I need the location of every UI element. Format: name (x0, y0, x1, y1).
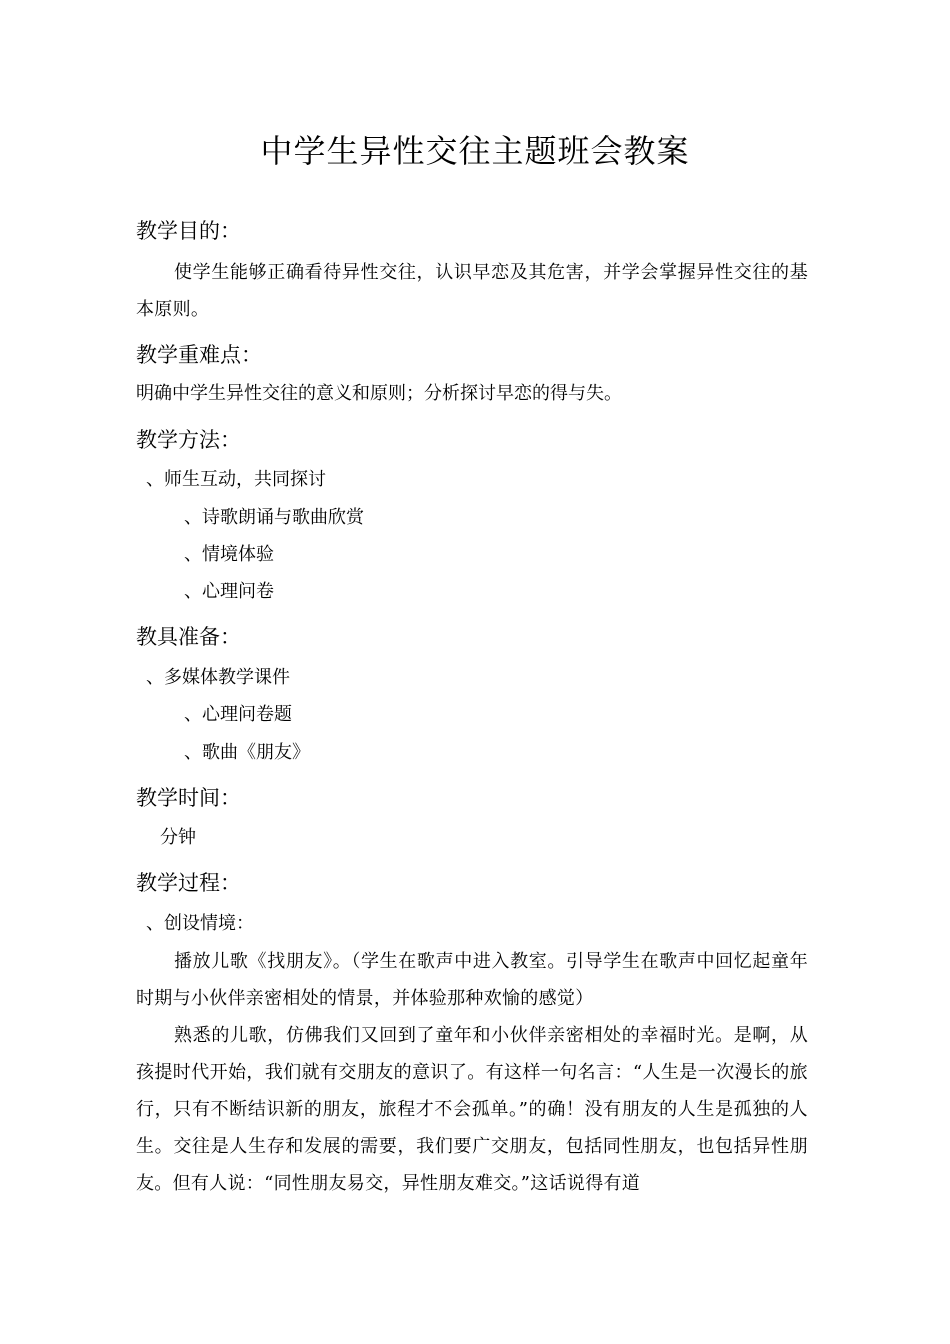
methods-heading: 教学方法： (136, 428, 241, 452)
process-paragraph: 播放儿歌《找朋友》。（学生在歌声中进入教室。引导学生在歌声中回忆起童年时期与小伙伴亲密相处的情景，并体验那种欢愉的感觉） (136, 951, 808, 1009)
method-item: 、师生互动，共同探讨 (146, 469, 326, 490)
method-item: 、诗歌朗诵与歌曲欣赏 (184, 507, 364, 528)
key-points-text: 明确中学生异性交往的意义和原则；分析探讨早恋的得与失。 (136, 383, 622, 404)
process-heading: 教学过程： (136, 871, 241, 895)
purpose-text: 使学生能够正确看待异性交往，认识早恋及其危害，并学会掌握异性交往的基本原则。 (136, 262, 808, 320)
time-text: 分钟 (160, 827, 196, 848)
material-item: 、心理问卷题 (184, 704, 292, 725)
method-item: 、心理问卷 (184, 581, 274, 602)
method-item: 、情境体验 (184, 544, 274, 565)
materials-heading: 教具准备： (136, 625, 241, 649)
document-title: 中学生异性交往主题班会教案 (260, 132, 690, 170)
process-paragraph: 熟悉的儿歌，仿佛我们又回到了童年和小伙伴亲密相处的幸福时光。是啊，从孩提时代开始，我们就有交朋友的意识了。有这样一句名言：“人生是一次漫长的旅行，只有不断结识新的朋友，旅程才不会孤单。”的确！没有朋友的人生是孤独的人生。交往是人生存和发展的需要，我们要广交朋友，包括同性朋友，也包括异性朋友。但有人说：“同性朋友易交，异性朋友难交。”这话说得有道 (136, 1025, 808, 1194)
material-item: 、歌曲《朋友》 (184, 742, 310, 763)
purpose-heading: 教学目的： (136, 219, 241, 243)
time-heading: 教学时间： (136, 786, 241, 810)
material-item: 、多媒体教学课件 (146, 667, 290, 688)
key-points-heading: 教学重难点： (136, 343, 262, 367)
process-step-heading: 、创设情境： (146, 913, 254, 934)
